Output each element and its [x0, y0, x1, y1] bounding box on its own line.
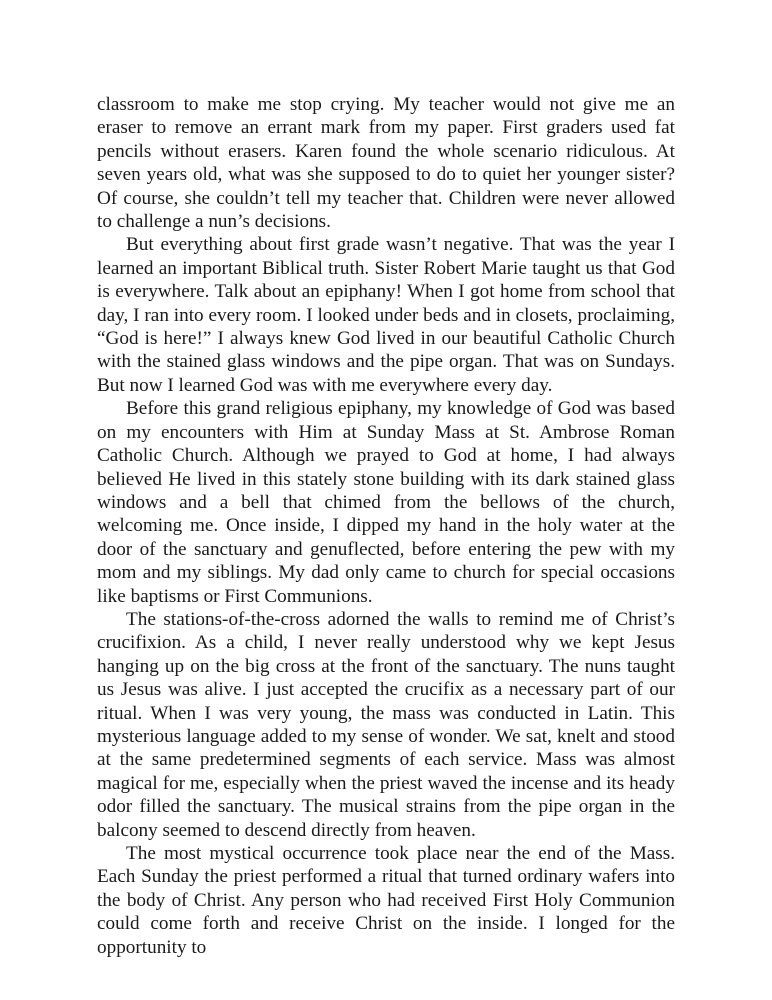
paragraph: Before this grand religious epiphany, my knowledge of God was based on my encounters with Him at Sunday Mass at St. Ambrose Roman Catholic Church. Although we prayed to God at home, I had always believed He lived in this stately stone building with its dark stained glass windows and a bell that chimed from the bellows of the church, welcoming me. Once inside, I dipped my hand in the holy water at the door of the sanctuary and genuflected, before entering the pew with my mom and my siblings. My dad only came to church for special occasions like baptisms or First Communions. — [97, 398, 675, 607]
paragraph: The most mystical occurrence took place near the end of the Mass. Each Sunday the priest performed a ritual that turned ordinary wafers into the body of Christ. Any person who had received First Holy Communion could come forth and receive Christ on the inside. I longed for the opportunity to — [97, 843, 675, 958]
paragraph: But everything about first grade wasn’t negative. That was the year I learned an important Biblical truth. Sister Robert Marie taught us that God is everywhere. Talk about an epiphany! When I got home from school that day, I ran into every room. I looked under beds and in closets, proclaiming, “God is here!” I always knew God lived in our beautiful Catholic Church with the stained glass windows and the pipe organ. That was on Sundays. But now I learned God was with me everywhere every day. — [97, 234, 675, 396]
book-page-body — [97, 93, 675, 959]
paragraph-continued: classroom to make me stop crying. My teacher would not give me an eraser to remove an errant mark from my paper. First graders used fat pencils without erasers. Karen found the whole scenario ridiculous. At seven years old, what was she supposed to do to quiet her younger sister? Of course, she couldn’t tell my teacher that. Children were never allowed to challenge a nun’s decisions. — [97, 94, 675, 233]
paragraph: The stations-of-the-cross adorned the walls to remind me of Christ’s crucifixion. As a child, I never really understood why we kept Jesus hanging up on the big cross at the front of the sanctuary. The nuns taught us Jesus was alive. I just accepted the crucifix as a necessary part of our ritual. When I was very young, the mass was conducted in Latin. This mysterious language added to my sense of wonder. We sat, knelt and stood at the same predetermined segments of each service. Mass was almost magical for me, especially when the priest waved the incense and its heady odor filled the sanctuary. The musical strains from the pipe organ in the balcony seemed to descend directly from heaven. — [97, 608, 675, 841]
